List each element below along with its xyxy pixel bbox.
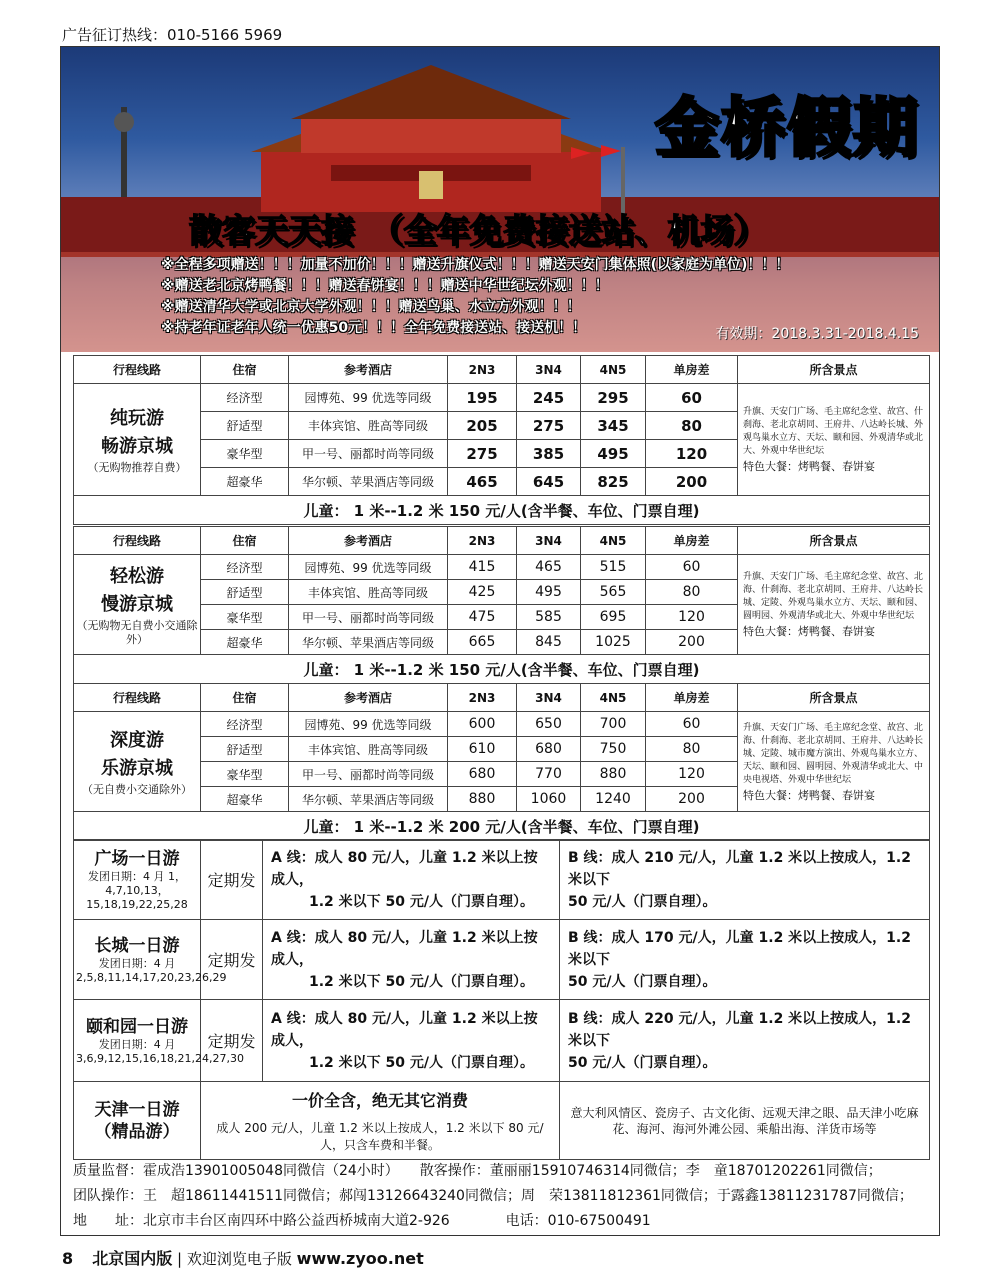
footer-text: 欢迎浏览电子版 xyxy=(186,1250,292,1268)
price-cell: 475 xyxy=(448,605,517,630)
line-b-cell xyxy=(560,1000,930,1082)
supplement-cell: 200 xyxy=(646,468,738,496)
tour-table-1 xyxy=(73,355,930,525)
headline: 散客天天接 （全年免费接送站、机场） xyxy=(189,211,767,250)
supplement-cell: 60 xyxy=(646,712,738,737)
scenic-cell xyxy=(738,555,930,655)
price-cell: 495 xyxy=(581,440,646,468)
header-hotel: 参考酒店 xyxy=(289,684,448,712)
tianjin-name-cell xyxy=(74,1082,201,1160)
validity-period: 有效期：2018.3.31-2018.4.15 xyxy=(715,326,919,342)
daytrip-name-cell xyxy=(74,840,201,920)
fixed-departure: 定期发 xyxy=(201,920,263,1000)
header-4n5: 4N5 xyxy=(581,684,646,712)
route-name xyxy=(74,555,201,655)
header-4n5: 4N5 xyxy=(581,527,646,555)
route-title-1: 纯玩游 xyxy=(110,407,164,429)
line-b-text: B 线：成人 220 元/人，儿童 1.2 米以上按成人，1.2 米以下 xyxy=(568,1010,911,1049)
supplement-cell: 60 xyxy=(646,555,738,580)
tianjin-price: 成人 200 元/人，儿童 1.2 米以上按成人，1.2 米以下 80 元/人，只含车费和半餐。 xyxy=(216,1121,544,1152)
meal-note: 特色大餐：烤鸭餐、春饼宴 xyxy=(743,788,875,802)
daytrip-dates: 发团日期：4 月 1，4,7,10,13，15,18,19,22,25,28 xyxy=(86,869,188,911)
route-title-1: 轻松游 xyxy=(110,565,164,587)
header-lodging: 住宿 xyxy=(201,527,289,555)
scenic-cell xyxy=(738,712,930,812)
ad-frame xyxy=(60,46,940,1236)
ad-hotline: 广告征订热线：010-5166 5969 xyxy=(62,26,283,44)
daytrip-title: 长城一日游 xyxy=(94,935,180,956)
tour-table-3 xyxy=(73,683,930,841)
perk-item: ※持老年证老年人统一优惠50元！！！全年免费接送站、接送机！！ xyxy=(161,320,587,336)
contact-line: 质量监督：霍成浩13901005048同微信（24小时） 散客操作：董丽丽15910746314同微信；李 童18701202261同微信； xyxy=(73,1163,882,1179)
child-price-note: 儿童： 1 米--1.2 米 150 元/人(含半餐、车位、门票自理) xyxy=(74,496,930,525)
scenic-list: 升旗、天安门广场、毛主席纪念堂、故宫、北海、什刹海、老北京胡同、王府井、八达岭长城、定陵、外观鸟巢水立方、天坛、颐和园、圆明园、外观清华或北大、外观中华世纪坛 xyxy=(743,572,924,621)
price-cell: 610 xyxy=(448,737,517,762)
line-a-text: 1.2 米以下 50 元/人（门票自理）。 xyxy=(309,1054,535,1071)
price-cell: 680 xyxy=(448,762,517,787)
line-a-cell xyxy=(263,920,560,1000)
price-cell: 770 xyxy=(517,762,581,787)
route-note: （无购物推荐自费） xyxy=(87,460,187,474)
price-cell: 275 xyxy=(517,412,581,440)
hotel-cell: 园博苑、99 优选等同级 xyxy=(289,384,448,412)
header-4n5: 4N5 xyxy=(581,356,646,384)
supplement-cell: 80 xyxy=(646,412,738,440)
child-price-note: 儿童： 1 米--1.2 米 200 元/人(含半餐、车位、门票自理) xyxy=(74,812,930,841)
supplement-cell: 80 xyxy=(646,580,738,605)
price-cell: 345 xyxy=(581,412,646,440)
tier-cell: 超豪华 xyxy=(201,787,289,812)
header-2n3: 2N3 xyxy=(448,356,517,384)
page-footer xyxy=(62,1246,424,1269)
fixed-departure: 定期发 xyxy=(201,1000,263,1082)
header-2n3: 2N3 xyxy=(448,684,517,712)
footer-separator: | xyxy=(177,1250,183,1268)
scenic-cell xyxy=(738,384,930,496)
header-lodging: 住宿 xyxy=(201,356,289,384)
header-3n4: 3N4 xyxy=(517,527,581,555)
route-title-1: 深度游 xyxy=(110,729,164,751)
price-cell: 680 xyxy=(517,737,581,762)
price-cell: 425 xyxy=(448,580,517,605)
price-cell: 275 xyxy=(448,440,517,468)
header-route: 行程线路 xyxy=(74,527,201,555)
hotel-cell: 园博苑、99 优选等同级 xyxy=(289,555,448,580)
route-name xyxy=(74,384,201,496)
route-title-2: 乐游京城 xyxy=(101,757,173,779)
line-b-cell xyxy=(560,920,930,1000)
header-route: 行程线路 xyxy=(74,356,201,384)
line-b-text: B 线：成人 210 元/人，儿童 1.2 米以上按成人，1.2 米以下 xyxy=(568,849,911,888)
supplement-cell: 120 xyxy=(646,440,738,468)
hotel-cell: 甲一号、丽都时尚等同级 xyxy=(289,440,448,468)
line-b-text: 50 元/人（门票自理）。 xyxy=(568,893,717,910)
route-note: （无购物无自费小交通除外） xyxy=(76,618,198,646)
scenic-list: 升旗、天安门广场、毛主席纪念堂、故宫、北海、什刹海、老北京胡同、王府井、八达岭长城、定陵、城市魔方演出、外观鸟巢水立方、天坛、颐和园、圆明园、外观清华或北大、中央电视塔、外观中华世纪坛 xyxy=(743,722,924,785)
hotel-cell: 丰体宾馆、胜高等同级 xyxy=(289,737,448,762)
header-scenic: 所含景点 xyxy=(738,527,930,555)
daytrip-name-cell xyxy=(74,920,227,1000)
price-cell: 825 xyxy=(581,468,646,496)
daytrip-dates: 发团日期：4 月 2,5,8,11,14,17,20,23,26,29 xyxy=(76,956,227,984)
hotel-cell: 园博苑、99 优选等同级 xyxy=(289,712,448,737)
meal-note: 特色大餐：烤鸭餐、春饼宴 xyxy=(743,625,875,638)
hotel-cell: 丰体宾馆、胜高等同级 xyxy=(289,412,448,440)
supplement-cell: 200 xyxy=(646,787,738,812)
price-cell: 665 xyxy=(448,630,517,655)
header-2n3: 2N3 xyxy=(448,527,517,555)
perk-item: ※全程多项赠送！！！加量不加价！！！赠送升旗仪式！！！赠送天安门集体照(以家庭为单位)！！！ xyxy=(161,257,790,273)
price-cell: 600 xyxy=(448,712,517,737)
hotel-cell: 华尔顿、苹果酒店等同级 xyxy=(289,468,448,496)
price-cell: 1240 xyxy=(581,787,646,812)
meal-note: 特色大餐：烤鸭餐、春饼宴 xyxy=(743,460,875,473)
brand-logo: 金桥假期 xyxy=(655,92,919,166)
tier-cell: 超豪华 xyxy=(201,630,289,655)
banner xyxy=(61,47,939,352)
price-cell: 205 xyxy=(448,412,517,440)
tier-cell: 经济型 xyxy=(201,555,289,580)
line-a-text: A 线：成人 80 元/人，儿童 1.2 米以上按成人， xyxy=(271,849,538,888)
price-cell: 515 xyxy=(581,555,646,580)
tianjin-price-cell xyxy=(201,1082,560,1160)
footer-url[interactable]: www.zyoo.net xyxy=(296,1249,424,1268)
header-lodging: 住宿 xyxy=(201,684,289,712)
fixed-departure: 定期发 xyxy=(201,840,263,920)
price-cell: 585 xyxy=(517,605,581,630)
hotel-cell: 华尔顿、苹果酒店等同级 xyxy=(289,787,448,812)
price-cell: 565 xyxy=(581,580,646,605)
tier-cell: 经济型 xyxy=(201,384,289,412)
tier-cell: 豪华型 xyxy=(201,440,289,468)
supplement-cell: 200 xyxy=(646,630,738,655)
line-a-text: A 线：成人 80 元/人，儿童 1.2 米以上按成人， xyxy=(271,1010,538,1049)
price-cell: 880 xyxy=(581,762,646,787)
price-cell: 650 xyxy=(517,712,581,737)
header-3n4: 3N4 xyxy=(517,356,581,384)
tier-cell: 豪华型 xyxy=(201,605,289,630)
price-cell: 880 xyxy=(448,787,517,812)
price-cell: 695 xyxy=(581,605,646,630)
price-cell: 465 xyxy=(448,468,517,496)
route-name xyxy=(74,712,201,812)
contact-block xyxy=(73,1159,933,1234)
route-title-2: 慢游京城 xyxy=(101,593,173,615)
header-scenic: 所含景点 xyxy=(738,356,930,384)
price-cell: 845 xyxy=(517,630,581,655)
price-cell: 195 xyxy=(448,384,517,412)
line-a-text: A 线：成人 80 元/人，儿童 1.2 米以上按成人， xyxy=(271,929,538,968)
tianjin-spots: 意大利风情区、瓷房子、古文化街、远观天津之眼、品天津小吃麻花、海河、海河外滩公园、乘船出海、洋货市场等 xyxy=(560,1082,930,1160)
route-title-2: 畅游京城 xyxy=(101,435,173,457)
daytrip-title: 广场一日游 xyxy=(94,848,180,869)
contact-line: 团队操作：王 超18611441511同微信；郝闯13126643240同微信；周 荣13811812361同微信；于露鑫13811231787同微信； xyxy=(73,1188,913,1204)
line-a-text: 1.2 米以下 50 元/人（门票自理）。 xyxy=(309,893,535,910)
hotel-cell: 甲一号、丽都时尚等同级 xyxy=(289,605,448,630)
line-a-text: 1.2 米以下 50 元/人（门票自理）。 xyxy=(309,973,535,990)
tianjin-title: 天津一日游 xyxy=(94,1099,180,1120)
scenic-list: 升旗、天安门广场、毛主席纪念堂、故宫、什刹海、老北京胡同、王府井、八达岭长城、外观鸟巢水立方、天坛、颐和园、外观清华或北大、外观中华世纪坛 xyxy=(743,407,924,456)
price-cell: 495 xyxy=(517,580,581,605)
price-cell: 245 xyxy=(517,384,581,412)
hotel-cell: 丰体宾馆、胜高等同级 xyxy=(289,580,448,605)
page-number: 8 xyxy=(62,1249,74,1268)
edition-label: 北京国内版 xyxy=(92,1249,173,1268)
header-single-supplement: 单房差 xyxy=(646,684,738,712)
line-b-text: 50 元/人（门票自理）。 xyxy=(568,973,717,990)
header-single-supplement: 单房差 xyxy=(646,356,738,384)
header-route: 行程线路 xyxy=(74,684,201,712)
price-cell: 415 xyxy=(448,555,517,580)
price-cell: 295 xyxy=(581,384,646,412)
day-trip-table xyxy=(73,839,930,1160)
header-hotel: 参考酒店 xyxy=(289,356,448,384)
tier-cell: 经济型 xyxy=(201,712,289,737)
line-a-cell xyxy=(263,1000,560,1082)
child-price-note: 儿童： 1 米--1.2 米 150 元/人(含半餐、车位、门票自理) xyxy=(74,655,930,684)
price-cell: 1025 xyxy=(581,630,646,655)
route-note: （无自费小交通除外） xyxy=(82,782,192,796)
tier-cell: 舒适型 xyxy=(201,412,289,440)
line-b-cell xyxy=(560,840,930,920)
tier-cell: 超豪华 xyxy=(201,468,289,496)
perk-item: ※赠送清华大学或北京大学外观！！！赠送鸟巢、水立方外观！！！ xyxy=(161,299,581,315)
header-3n4: 3N4 xyxy=(517,684,581,712)
contact-line: 地 址：北京市丰台区南四环中路公益西桥城南大道2-926 电话：010-67500491 xyxy=(73,1213,651,1229)
price-cell: 1060 xyxy=(517,787,581,812)
supplement-cell: 80 xyxy=(646,737,738,762)
line-b-text: 50 元/人（门票自理）。 xyxy=(568,1054,717,1071)
tier-cell: 舒适型 xyxy=(201,580,289,605)
header-single-supplement: 单房差 xyxy=(646,527,738,555)
tianjin-subtitle: （精品游） xyxy=(94,1121,180,1142)
tianjin-all-inclusive: 一价全含，绝无其它消费 xyxy=(291,1091,468,1110)
line-a-cell xyxy=(263,840,560,920)
price-cell: 385 xyxy=(517,440,581,468)
header-scenic: 所含景点 xyxy=(738,684,930,712)
supplement-cell: 120 xyxy=(646,762,738,787)
perk-list xyxy=(161,255,789,339)
supplement-cell: 60 xyxy=(646,384,738,412)
price-cell: 750 xyxy=(581,737,646,762)
tier-cell: 舒适型 xyxy=(201,737,289,762)
tour-table-2 xyxy=(73,526,930,684)
supplement-cell: 120 xyxy=(646,605,738,630)
price-cell: 700 xyxy=(581,712,646,737)
line-b-text: B 线：成人 170 元/人，儿童 1.2 米以上按成人，1.2 米以下 xyxy=(568,929,911,968)
daytrip-title: 颐和园一日游 xyxy=(86,1016,188,1037)
hotel-cell: 华尔顿、苹果酒店等同级 xyxy=(289,630,448,655)
hotel-cell: 甲一号、丽都时尚等同级 xyxy=(289,762,448,787)
price-cell: 645 xyxy=(517,468,581,496)
tier-cell: 豪华型 xyxy=(201,762,289,787)
price-cell: 465 xyxy=(517,555,581,580)
header-hotel: 参考酒店 xyxy=(289,527,448,555)
perk-item: ※赠送老北京烤鸭餐！！！赠送春饼宴！！！赠送中华世纪坛外观！！！ xyxy=(161,278,609,294)
daytrip-dates: 发团日期：4 月 3,6,9,12,15,16,18,21,24,27,30 xyxy=(76,1037,244,1065)
